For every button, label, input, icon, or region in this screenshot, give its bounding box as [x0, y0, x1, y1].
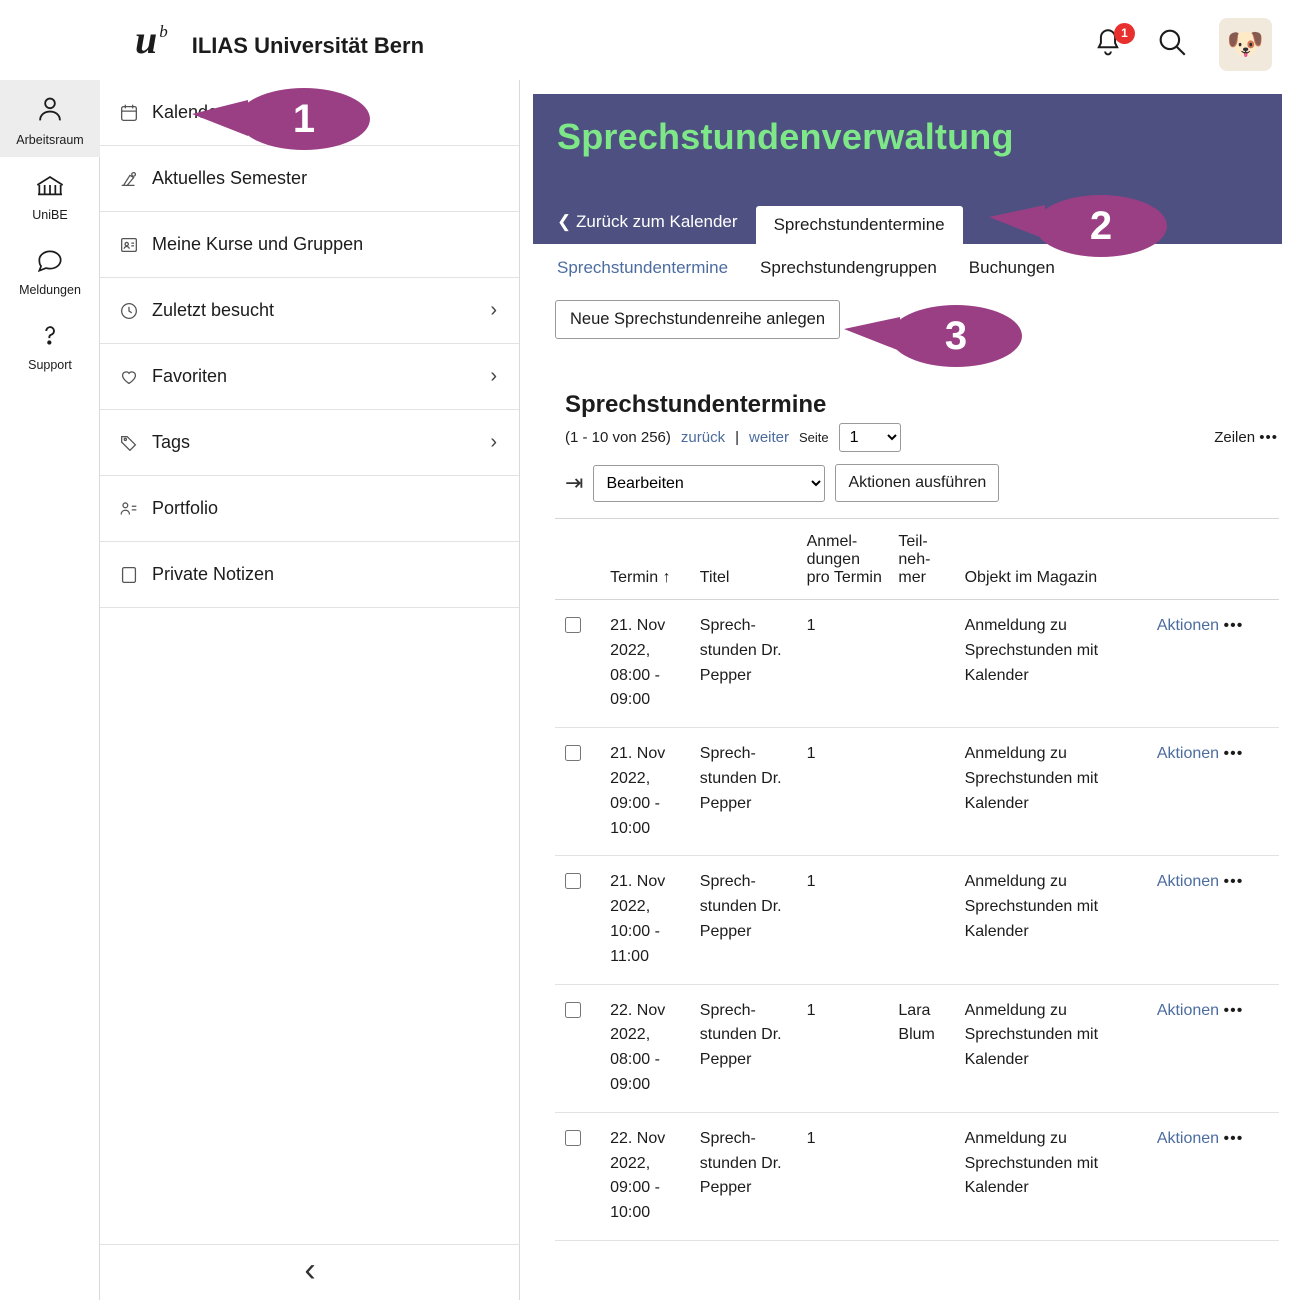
pagination-range: (1 - 10 von 256)	[565, 429, 671, 446]
table-row	[555, 1112, 1279, 1240]
cell-anmeldungen: 1	[801, 1112, 893, 1240]
sidebar-label-aktuelles-semester: Aktuelles Semester	[152, 168, 308, 188]
rail-item-arbeitsraum[interactable]	[0, 80, 100, 157]
table-row	[555, 984, 1279, 1112]
chevron-left-icon: ‹	[304, 1251, 316, 1289]
sidebar-chevron-zuletzt-besucht: ›	[490, 299, 497, 321]
back-to-calendar-label: Zurück zum Kalender	[575, 212, 738, 231]
heart-icon	[118, 366, 152, 388]
rows-menu[interactable]	[1214, 429, 1278, 446]
sidebar-label-favoriten: Favoriten	[152, 366, 228, 386]
sidebar-item-portfolio[interactable]	[100, 476, 519, 542]
back-to-calendar-link[interactable]	[557, 212, 738, 244]
cell-objekt: Anmeldung zu Sprechstunden mit Kalender	[959, 856, 1151, 984]
th-teilnehmer[interactable]: Teil-neh-mer	[892, 519, 958, 600]
sidebar-label-tags: Tags	[152, 432, 191, 452]
rail-item-support[interactable]	[0, 307, 100, 382]
rail-label-meldungen: Meldungen	[19, 283, 81, 297]
sidebar-label-kalender: Kalender	[152, 102, 225, 122]
rail-item-unibe[interactable]	[0, 157, 100, 232]
page-title: Sprechstundenverwaltung	[557, 116, 1014, 157]
building-icon	[31, 169, 69, 201]
callout-tail	[192, 100, 248, 136]
sidebar-label-kurse-gruppen: Meine Kurse und Gruppen	[152, 234, 364, 254]
tag-icon	[118, 432, 152, 454]
ub-logo: u	[135, 17, 158, 62]
bulk-action-toolbar	[565, 464, 1300, 502]
subtab-buchungen[interactable]: Buchungen	[968, 258, 1055, 277]
execute-actions-button[interactable]: Aktionen ausführen	[835, 464, 999, 502]
cell-termin: 21. Nov 2022, 10:00 - 11:00	[604, 856, 694, 984]
row-checkbox-cell	[555, 728, 604, 856]
row-checkbox-cell	[555, 984, 604, 1112]
row-actions-link[interactable]: Aktionen	[1156, 617, 1220, 634]
arrow-into-icon: ⇥	[565, 470, 584, 495]
ub-logo-superscript: b	[159, 22, 168, 41]
sidebar-item-zuletzt-besucht[interactable]	[100, 278, 519, 344]
note-icon	[118, 564, 152, 586]
th-anmeldungen[interactable]: Anmel-dungen pro Termin	[801, 519, 893, 600]
bulk-action-select[interactable]	[593, 465, 825, 502]
avatar-image: 🐶	[1226, 28, 1265, 61]
notification-badge: 1	[1114, 23, 1135, 44]
th-termin-label: Termin	[610, 569, 659, 586]
table-header-row	[555, 519, 1279, 600]
row-checkbox[interactable]	[565, 1002, 581, 1018]
callout-number: 1	[292, 96, 316, 141]
rail-label-arbeitsraum: Arbeitsraum	[16, 133, 84, 147]
cell-anmeldungen: 1	[801, 984, 893, 1112]
notifications-button[interactable]	[1091, 25, 1128, 65]
app-title: ILIAS Universität Bern	[191, 33, 425, 58]
row-checkbox[interactable]	[565, 617, 581, 633]
pagination-next[interactable]: weiter	[749, 429, 790, 446]
subtab-sprechstundengruppen[interactable]: Sprechstundengruppen	[760, 258, 937, 277]
rows-label: Zeilen	[1214, 429, 1256, 446]
search-button[interactable]	[1155, 25, 1189, 64]
cell-aktionen[interactable]	[1151, 856, 1279, 984]
sidebar-chevron-favoriten: ›	[490, 365, 497, 387]
callout-tail	[844, 317, 900, 351]
sort-asc-icon: ↑	[662, 569, 671, 586]
page-hero	[533, 94, 1282, 244]
cell-termin: 22. Nov 2022, 08:00 - 09:00	[604, 984, 694, 1112]
avatar[interactable]	[1219, 18, 1272, 71]
appointments-table	[555, 518, 1279, 1241]
row-checkbox-cell	[555, 856, 604, 984]
sidebar	[100, 80, 520, 1300]
cell-titel: Sprech-stunden Dr. Pepper	[694, 728, 801, 856]
cell-objekt: Anmeldung zu Sprechstunden mit Kalender	[959, 984, 1151, 1112]
row-checkbox-cell	[555, 600, 604, 728]
row-actions-dots-icon[interactable]: •••	[1223, 1001, 1244, 1019]
callout-marker-1	[238, 88, 370, 150]
sidebar-label-private-notizen: Private Notizen	[152, 564, 275, 584]
calendar-icon	[118, 102, 152, 124]
cell-titel: Sprech-stunden Dr. Pepper	[694, 1112, 801, 1240]
cell-aktionen[interactable]	[1151, 728, 1279, 856]
row-checkbox[interactable]	[565, 873, 581, 889]
sidebar-label-zuletzt-besucht: Zuletzt besucht	[152, 300, 275, 320]
row-actions-dots-icon[interactable]: •••	[1223, 873, 1244, 891]
th-titel[interactable]: Titel	[694, 519, 801, 600]
pagination-prev[interactable]: zurück	[680, 429, 726, 446]
th-select	[555, 519, 604, 600]
cell-aktionen[interactable]	[1151, 600, 1279, 728]
semester-icon	[118, 168, 152, 190]
sidebar-label-portfolio: Portfolio	[152, 498, 219, 518]
table-row	[555, 600, 1279, 728]
portfolio-icon	[118, 498, 152, 520]
cell-anmeldungen: 1	[801, 856, 893, 984]
hero-tabs	[557, 206, 963, 244]
cell-anmeldungen: 1	[801, 600, 893, 728]
callout-marker-3	[890, 305, 1022, 367]
cell-titel: Sprech-stunden Dr. Pepper	[694, 984, 801, 1112]
callout-tail	[989, 205, 1045, 239]
row-checkbox[interactable]	[565, 1130, 581, 1146]
cell-aktionen[interactable]	[1151, 984, 1279, 1112]
callout-marker-2	[1035, 195, 1167, 257]
search-icon	[1155, 25, 1189, 59]
subtab-bar	[557, 258, 1300, 278]
section-title: Sprechstundentermine	[565, 391, 827, 418]
page-label: Seite	[799, 430, 829, 445]
th-termin[interactable]	[604, 519, 694, 600]
row-checkbox[interactable]	[565, 745, 581, 761]
chat-icon	[31, 244, 69, 276]
th-actions	[1151, 519, 1279, 600]
row-actions-link[interactable]: Aktionen	[1156, 745, 1220, 763]
row-actions-dots-icon[interactable]: •••	[1223, 1129, 1244, 1147]
table-body	[555, 600, 1279, 1241]
clock-icon	[118, 300, 152, 322]
cell-anmeldungen: 1	[801, 728, 893, 856]
row-actions-link[interactable]: Aktionen	[1156, 1129, 1220, 1147]
cell-termin: 21. Nov 2022, 09:00 - 10:00	[604, 728, 694, 856]
sidebar-item-aktuelles-semester[interactable]	[100, 146, 519, 212]
pagination	[565, 423, 1300, 452]
cell-termin: 22. Nov 2022, 09:00 - 10:00	[604, 1112, 694, 1240]
question-mark-icon	[31, 319, 69, 351]
sidebar-item-private-notizen[interactable]	[100, 542, 519, 608]
cell-teilnehmer	[892, 856, 958, 984]
cell-teilnehmer	[892, 600, 958, 728]
sidebar-item-tags[interactable]	[100, 410, 519, 476]
rail-item-meldungen[interactable]	[0, 232, 100, 307]
th-objekt[interactable]: Objekt im Magazin	[959, 519, 1151, 600]
subtab-sprechstundentermine[interactable]: Sprechstundentermine	[557, 258, 729, 277]
row-actions-dots-icon[interactable]: •••	[1223, 745, 1244, 763]
header-actions	[1091, 18, 1272, 71]
cell-objekt: Anmeldung zu Sprechstunden mit Kalender	[959, 600, 1151, 728]
callout-number: 2	[1089, 203, 1113, 248]
callout-number: 3	[944, 313, 968, 358]
new-series-button[interactable]: Neue Sprechstundenreihe anlegen	[555, 300, 840, 339]
row-checkbox-cell	[555, 1112, 604, 1240]
sidebar-item-favoriten[interactable]	[100, 344, 519, 410]
app-header	[0, 0, 1300, 80]
sidebar-item-kurse-gruppen[interactable]	[100, 212, 519, 278]
rows-dots-icon: •••	[1259, 429, 1278, 446]
cell-aktionen[interactable]	[1151, 1112, 1279, 1240]
table-row	[555, 856, 1279, 984]
rail-label-unibe: UniBE	[32, 208, 68, 222]
courses-icon	[118, 234, 152, 256]
table-row	[555, 728, 1279, 856]
person-icon	[31, 92, 69, 126]
brand	[135, 17, 425, 62]
cell-titel: Sprech-stunden Dr. Pepper	[694, 856, 801, 984]
tab-sprechstundentermine[interactable]: Sprechstundentermine	[756, 206, 963, 244]
cell-teilnehmer	[892, 728, 958, 856]
cell-titel: Sprech-stunden Dr. Pepper	[694, 600, 801, 728]
cell-objekt: Anmeldung zu Sprechstunden mit Kalender	[959, 1112, 1151, 1240]
main-content	[521, 80, 1300, 1300]
rail-label-support: Support	[28, 358, 72, 372]
table-head	[555, 519, 1279, 600]
sidebar-chevron-tags: ›	[490, 431, 497, 453]
sidebar-collapse-button[interactable]	[100, 1244, 520, 1290]
cell-teilnehmer: Lara Blum	[892, 984, 958, 1112]
row-actions-link[interactable]: Aktionen	[1156, 1001, 1220, 1019]
chevron-left-icon: ❮	[557, 212, 572, 231]
cell-termin: 21. Nov 2022, 08:00 - 09:00	[604, 600, 694, 728]
row-actions-link[interactable]: Aktionen	[1156, 873, 1220, 891]
cell-teilnehmer	[892, 1112, 958, 1240]
page-select[interactable]	[839, 423, 901, 452]
icon-rail	[0, 80, 100, 1300]
cell-objekt: Anmeldung zu Sprechstunden mit Kalender	[959, 728, 1151, 856]
pagination-separator: |	[735, 429, 739, 446]
row-actions-dots-icon[interactable]: •••	[1223, 617, 1244, 634]
